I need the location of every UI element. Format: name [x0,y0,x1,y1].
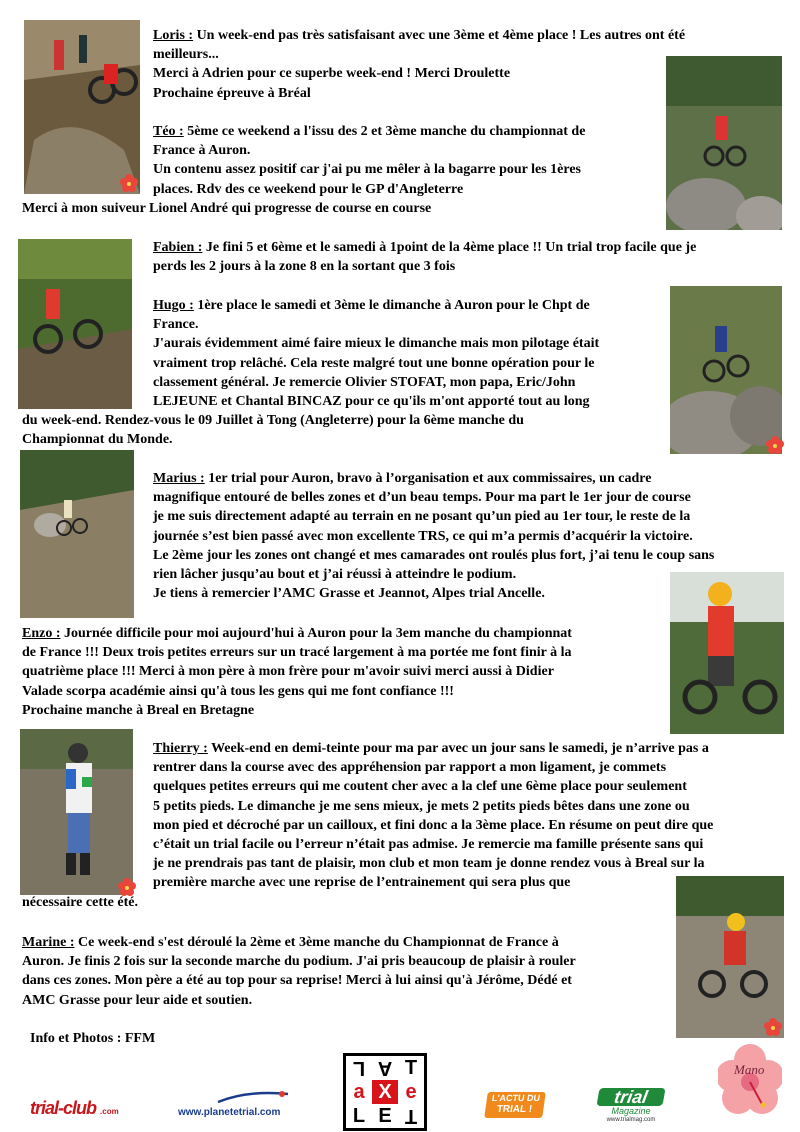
text-line: 5 petits pieds. Le dimanche je me sens mieux, je mets 2 petits pieds bêtes dans une zone ou [153,798,690,814]
text-line: Je tiens à remercier l’AMC Grasse et Jeannot, Alpes trial Ancelle. [153,586,545,602]
photo-credits: Info et Photos : FFM [30,1031,156,1046]
text-line: Championnat du Monde. [22,432,173,448]
section-teo [153,122,663,199]
taxe-logo[interactable] [343,1053,427,1131]
text-line: quatrième place !!! Merci à mon père à mon frère pour m'avoir suivi merci aussi à Didier [22,664,554,680]
trial-club-logo-sub: .com [100,1107,119,1116]
rider-name: Marius : [153,471,205,486]
axe-letter: T [404,1105,418,1127]
axe-letter: X [372,1080,398,1104]
axe-letter: e [405,1081,417,1103]
actu-du-trial-logo[interactable] [484,1092,546,1118]
text-line: Valade scorpa académie ainsi qu'à tous les gens qui me font confiance !!! [22,683,454,699]
text-line: 1er trial pour Auron, bravo à l’organisation et aux commissaires, un cadre [208,471,652,486]
photo-marius [20,450,134,618]
photo-hugo [670,286,782,454]
trial-club-logo-text: trial-club [30,1098,97,1118]
text-line: LEJEUNE et Chantal BINCAZ pour ce qu'ils m'ont apporté tout au long [153,394,590,410]
text-line: rentrer dans la course avec des appréhension par rapport a mon ligament, je commets [153,760,667,776]
actu-du-trial-top: L'ACTU DU [491,1093,541,1103]
photo-loris [24,20,140,194]
trial-magazine-title: trial [596,1088,665,1106]
text-line: Prochaine manche à Breal en Bretagne [22,702,255,718]
trial-magazine-url: www.trialmag.com [606,1117,656,1123]
text-line: je me suis directement adapté au terrain en ne posant qu’un pied au 1er tour, le reste de la [153,509,691,525]
section-marine [22,933,672,1010]
text-line: France. [153,317,199,333]
mano-logo-text: Mano [734,1062,765,1077]
rider-name: Téo : [153,124,184,139]
axe-letter: L [352,1057,366,1079]
section-enzo [22,624,662,720]
actu-du-trial-bottom: TRIAL ! [495,1104,533,1115]
text-line: 1ère place le samedi et 3ème le dimanche à Auron pour le Chpt de [197,298,590,313]
section-hugo-end [22,411,662,449]
flower-icon [766,436,784,459]
section-thierry [153,739,799,893]
text-line: Journée difficile pour moi aujourd'hui à Auron pour la 3em manche du championnat [64,626,572,641]
text-line: dans ces zones. Mon père a été au top pour sa reprise! Merci à lui ainsi qu'à Jérôme, Dédé et [22,973,572,989]
text-line: première marche avec une reprise de l’entrainement qui sera plus que [153,875,571,891]
rider-name: Fabien : [153,240,203,255]
text-line: du week-end. Rendez-vous le 09 Juillet à Tong (Angleterre) pour la 6ème manche du [22,413,524,428]
text-line: France à Auron. [153,143,251,159]
photo-marine [676,876,784,1038]
text-line: vraiment trop relâché. Cela reste malgré tout une bonne opération pour le [153,355,595,371]
text-line: quelques petites erreurs qui me coutent cher avec a la clef une 6ème place pour seulement [153,779,687,795]
section-teo-last [22,199,662,218]
trial-magazine-sub: Magazine [611,1106,651,1116]
text-line: perds les 2 jours à la zone 8 en la sortant que 3 fois [153,259,456,275]
trial-magazine-logo[interactable] [598,1088,664,1126]
text-line: mon pied et décroché par un cailloux, et fini donc a la 3ème place. En résume on peut dire que [153,817,714,833]
text-line: Je fini 5 et 6ème et le samedi à 1point de la 4ème place !! Un trial trop facile que je [205,240,697,255]
section-fabien [153,238,793,276]
rider-name: Marine : [22,935,75,950]
trial-club-logo[interactable] [30,1098,142,1120]
section-thierry-end [22,893,662,912]
rider-name: Loris : [153,28,194,43]
axe-letter: E [378,1105,392,1127]
text-line: meilleurs... [153,47,219,63]
section-hugo [153,296,663,411]
rider-name: Thierry : [153,741,208,756]
text-line: rien lâcher jusqu’au bout et j’ai réussi à atteindre le podium. [153,567,517,583]
section-marius [153,469,793,603]
planetetrial-swoosh-icon [178,1090,290,1104]
photo-fabien [18,239,132,409]
flower-icon [764,1018,782,1041]
section-loris [153,26,793,103]
text-line: 5ème ce weekend a l'issu des 2 et 3ème manche du championnat de [187,124,586,139]
text-line: magnifique entouré de belles zones et d’un beau temps. Pour ma part le 1er jour de course [153,490,691,506]
text-line: de France !!! Deux trois petites erreurs sur un tracé largement à ma portée me font finir à la [22,645,572,661]
text-line: J'aurais évidemment aimé faire mieux le dimanche mais mon pilotage était [153,336,600,352]
text-line: je ne prendrais pas tant de plaisir, mon club et mon team je donne rendez vous à Breal sur la [153,856,705,872]
planetetrial-logo-text: www.planetetrial.com [178,1107,281,1118]
text-line: Un week-end pas très satisfaisant avec une 3ème et 4ème place ! Les autres ont été [196,28,686,43]
text-line: c’était un trial facile ou l’erreur n’était pas admise. Je remercie ma famille présente sans qui [153,837,704,853]
text-line: places. Rdv des ce weekend pour le GP d'Angleterre [153,181,464,197]
text-line: Merci à Adrien pour ce superbe week-end ! Merci Droulette [153,66,511,82]
rider-name: Hugo : [153,298,194,313]
axe-letter: L [352,1105,366,1127]
rider-name: Enzo : [22,626,61,641]
text-line: Un contenu assez positif car j'ai pu me mêler à la bagarre pour les 1ères [153,162,581,178]
text-line: journée s’est bien passé avec mon excellente TRS, ce qui m’a permis d’acquérir la victoire. [153,528,693,544]
text-line: nécessaire cette été. [22,895,138,910]
photo-thierry [20,729,133,895]
text-line: AMC Grasse pour leur aide et soutien. [22,992,253,1008]
text-line: classement général. Je remercie Olivier STOFAT, mon papa, Eric/John [153,374,576,390]
text-line: Prochaine épreuve à Bréal [153,85,311,101]
text-line: Week-end en demi-teinte pour ma par avec un jour sans le samedi, je n’arrive pas a [211,741,709,756]
text-line: Ce week-end s'est déroulé la 2ème et 3ème manche du Championnat de France à [77,935,559,950]
planetetrial-logo[interactable] [178,1090,290,1120]
axe-letter: T [404,1057,418,1079]
text-line: Auron. Je finis 2 fois sur la seconde marche du podium. J'ai pris beaucoup de plaisir à rouler [22,954,576,970]
axe-letter: A [377,1057,393,1079]
text-line: Le 2ème jour les zones ont changé et mes camarades ont roulés plus fort, j’ai tenu le coup sans [153,547,715,563]
mano-logo [718,1042,782,1120]
hibiscus-icon [718,1042,782,1120]
text-line: Merci à mon suiveur Lionel André qui progresse de course en course [22,201,432,216]
axe-letter: a [353,1081,365,1103]
flower-icon [120,174,138,197]
